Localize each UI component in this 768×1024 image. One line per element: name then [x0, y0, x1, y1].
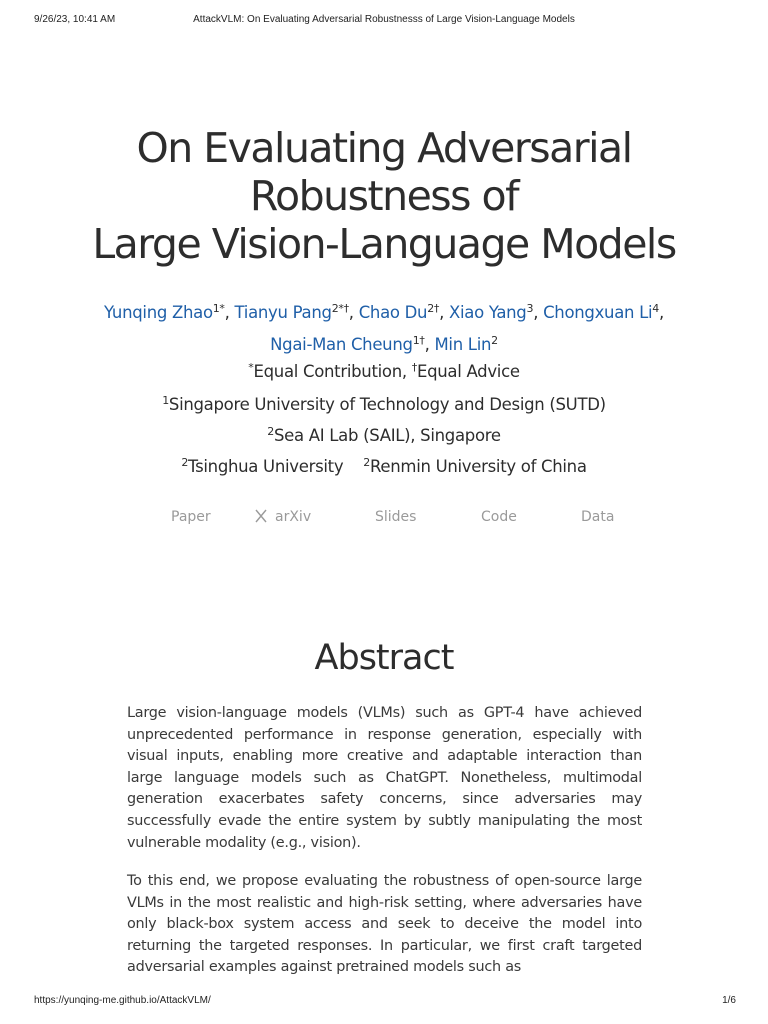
abstract-paragraph-1: Large vision-language models (VLMs) such as GPT-4 have achieved unprecedented performance in response generation, especially with visual inputs, enabling more creative and adaptable interaction than large language models such as ChatGPT. Nonetheless, multimodal generation exacerbates safety concerns, since adversaries may successfully evade the entire system by subtly manipulating the most vulnerable modality (e.g., vision). — [127, 705, 642, 851]
author-sup-li: 4 — [652, 302, 659, 315]
print-date: 9/26/23, 10:41 AM — [34, 14, 116, 25]
page-title — [0, 124, 768, 268]
slides-link[interactable]: Slides — [375, 509, 417, 525]
author-link-du[interactable]: Chao Du — [358, 303, 428, 322]
paper-link[interactable]: Paper — [171, 509, 211, 525]
author-link-lin[interactable]: Min Lin — [434, 335, 492, 354]
author-link-li[interactable]: Chongxuan Li — [543, 303, 653, 322]
author-link-cheung[interactable]: Ngai-Man Cheung — [270, 335, 413, 354]
resource-links — [0, 509, 768, 529]
code-link[interactable]: Code — [481, 509, 517, 525]
print-page-number: 1/6 — [722, 995, 736, 1006]
arxiv-link-label: arXiv — [275, 509, 312, 525]
author-sup-pang: 2*† — [331, 302, 349, 315]
author-link-pang[interactable]: Tianyu Pang — [234, 303, 332, 322]
equal-contribution-text: Equal Contribution, — [253, 362, 412, 381]
equal-advice-mark: † — [411, 361, 417, 374]
affiliation-text-sail: Sea AI Lab (SAIL), Singapore — [273, 426, 501, 445]
author-link-zhao[interactable]: Yunqing Zhao — [104, 303, 213, 322]
author-sup-du: 2† — [427, 302, 440, 315]
author-sup-cheung: 1† — [412, 334, 425, 347]
author-sup-lin: 2 — [491, 334, 498, 347]
affiliation-sutd — [0, 395, 768, 414]
print-doc-title: AttackVLM: On Evaluating Adversarial Robustnesss of Large Vision-Language Models — [193, 14, 575, 25]
abstract-paragraph-2: To this end, we propose evaluating the robustness of open-source large VLMs in the most realistic and high-risk setting, where adversaries have only black-box system access and seek to deceive the model into returning the targeted responses. In particular, we first craft targeted adversarial examples against pretrained models such as — [127, 873, 642, 976]
arxiv-link[interactable] — [255, 509, 311, 525]
affiliation-sup-sail: 2 — [267, 425, 274, 438]
contribution-note — [0, 362, 768, 381]
author-link-yang[interactable]: Xiao Yang — [448, 303, 527, 322]
author-line-1: Yunqing Zhao$^{1*}$, Tianyu Pang$^{2*\dagger}$, Chao $Du^{2\dagger}$, Xiao Yang$^3$, Chongxuan Li$^4$, — [104, 302, 664, 322]
title-line-2: Robustness of — [249, 172, 519, 220]
affiliation-text-sutd: Singapore University of Technology and Design (SUTD) — [168, 395, 606, 414]
author-line-2: Ngai-Man Cheung$^{1\dagger}$, Min Lin$^2$ — [270, 334, 498, 354]
author-sup-yang: 3 — [526, 302, 534, 315]
abstract-heading: Abstract — [314, 638, 454, 678]
author-list — [0, 297, 768, 361]
title-line-1: On Evaluating Adversarial — [136, 124, 632, 172]
affiliation-sup-renmin: 2 — [363, 456, 370, 469]
author-sup-zhao: 1* — [212, 302, 225, 315]
x-logo-icon — [255, 509, 267, 523]
title-line-3: Large Vision-Language Models — [92, 220, 676, 268]
affiliation-text-renmin: Renmin University of China — [370, 457, 587, 476]
data-link[interactable]: Data — [581, 509, 615, 525]
affiliation-sup-tsinghua: 2 — [181, 456, 189, 469]
equal-contribution-mark: * — [248, 361, 254, 374]
affiliation-text-tsinghua: Tsinghua University — [188, 457, 344, 476]
print-url: https://yunqing-me.github.io/AttackVLM/ — [34, 995, 211, 1006]
affiliation-sail — [0, 426, 768, 445]
equal-advice-text: Equal Advice — [416, 362, 520, 381]
affiliation-sup-sutd: 1 — [162, 394, 169, 407]
affiliation-line-4 — [0, 457, 768, 476]
